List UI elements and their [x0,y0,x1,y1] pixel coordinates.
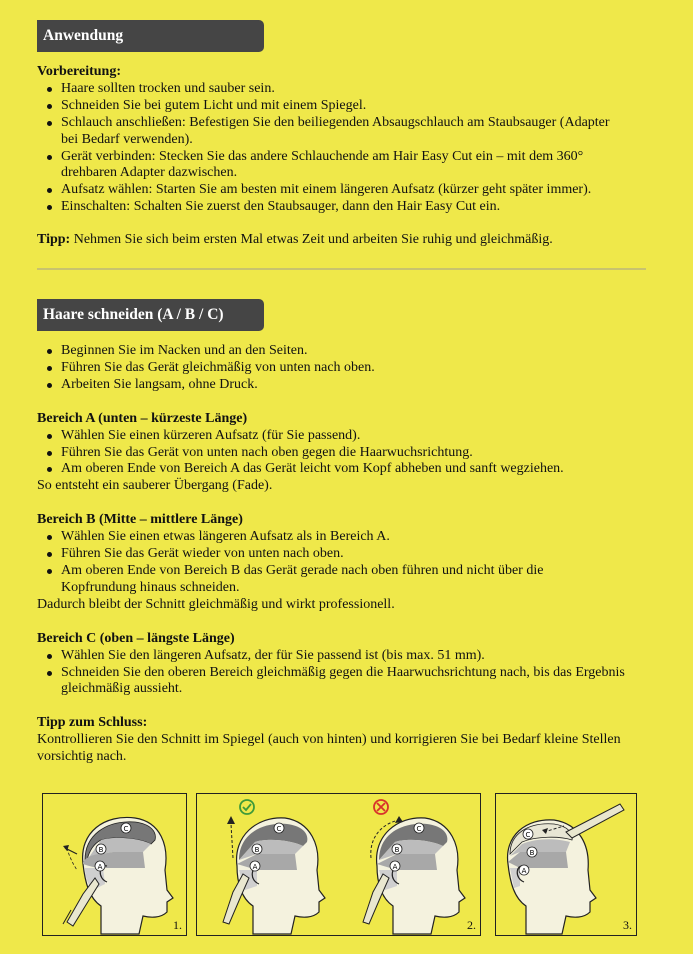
prep-list [37,81,647,216]
prep-heading: Vorbereitung: [37,64,121,79]
illustration-panel-1 [42,793,187,936]
list-item: Führen Sie das Gerät wieder von unten nach oben. [37,546,647,563]
zone-label-a: A [252,863,258,871]
zone-label-a: A [392,863,398,871]
head-illustration-2 [197,794,482,937]
list-item: Aufsatz wählen: Starten Sie am besten mit einem längeren Aufsatz (kürzer geht später immer). [37,182,647,199]
area-c-heading: Bereich C (oben – längste Länge) [37,630,235,646]
zone-label-c: C [123,825,129,833]
head-correct [223,800,325,934]
intro-list [37,343,647,394]
area-b-heading: Bereich B (Mitte – mittlere Länge) [37,512,243,528]
area-a-note: So entsteht ein sauberer Übergang (Fade). [37,478,273,494]
list-item: Wählen Sie einen kürzeren Aufsatz (für Sie passend). [37,428,647,445]
zone-label-b: B [394,846,400,854]
area-b-list [37,529,647,597]
tip-label: Tipp: [37,232,71,248]
panel-number: 1. [173,918,182,932]
head-wrong [363,800,465,934]
list-item: Beginnen Sie im Nacken und an den Seiten. [37,343,647,360]
head-illustration-1 [43,794,188,937]
illustration-panel-2 [196,793,481,936]
tip-text: Nehmen Sie sich beim ersten Mal etwas Zeit und arbeiten Sie ruhig und gleichmäßig. [73,232,553,248]
list-item: Schneiden Sie bei gutem Licht und mit einem Spiegel. [37,98,647,115]
zone-label-a: A [521,867,527,875]
list-item: Gerät verbinden: Stecken Sie das andere Schlauchende am Hair Easy Cut ein – mit dem 360° drehbaren Adapter dazwischen. [37,149,641,183]
area-b-note: Dadurch bleibt der Schnitt gleichmäßig und wirkt professionell. [37,596,395,612]
panel-number: 2. [467,918,476,932]
section-title-cutting: Haare schneiden (A / B / C) [37,299,264,331]
list-item: Wählen Sie einen etwas längeren Aufsatz als in Bereich A. [37,529,647,546]
section-title-usage: Anwendung [37,20,264,52]
zone-label-c: C [416,825,422,833]
list-item: Arbeiten Sie langsam, ohne Druck. [37,377,647,394]
panel-number: 3. [623,918,632,932]
final-tip-heading: Tipp zum Schluss: [37,715,148,731]
list-item: Schlauch anschließen: Befestigen Sie den beiliegenden Absaugschlauch am Staubsauger (Adapter bei Bedarf verwenden). [37,115,621,149]
zone-label-a: A [97,863,103,871]
zone-label-c: C [276,825,282,833]
zone-label-b: B [98,846,104,854]
list-item: Wählen Sie den längeren Aufsatz, der für Sie passend ist (bis max. 51 mm). [37,648,647,665]
list-item: Am oberen Ende von Bereich B das Gerät gerade nach oben führen und nicht über die Kopfrundung hinaus schneiden. [37,563,621,597]
list-item: Am oberen Ende von Bereich A das Gerät leicht vom Kopf abheben und sanft wegziehen. [37,461,647,478]
zone-label-c: C [525,831,531,839]
list-item: Haare sollten trocken und sauber sein. [37,81,647,98]
usage-content [37,64,647,249]
list-item: Führen Sie das Gerät von unten nach oben gegen die Haarwuchsrichtung. [37,445,647,462]
area-c-list [37,648,647,699]
zone-label-b: B [254,846,260,854]
head-illustration-3 [496,794,638,937]
cutting-content [37,343,647,766]
area-a-heading: Bereich A (unten – kürzeste Länge) [37,410,248,426]
list-item: Einschalten: Schalten Sie zuerst den Staubsauger, dann den Hair Easy Cut ein. [37,199,647,216]
section-divider [37,268,646,270]
area-a-list [37,428,647,479]
list-item: Führen Sie das Gerät gleichmäßig von unten nach oben. [37,360,647,377]
usage-tip [37,232,647,249]
zone-label-b: B [529,849,535,857]
illustration-panel-3 [495,793,637,936]
list-item: Schneiden Sie den oberen Bereich gleichmäßig gegen die Haarwuchsrichtung nach, bis das Ergebnis gleichmäßig aussieht. [37,665,641,699]
final-tip-text: Kontrollieren Sie den Schnitt im Spiegel (auch von hinten) und korrigieren Sie bei Bedarf kleine Stellen vorsichtig nach. [37,732,621,765]
